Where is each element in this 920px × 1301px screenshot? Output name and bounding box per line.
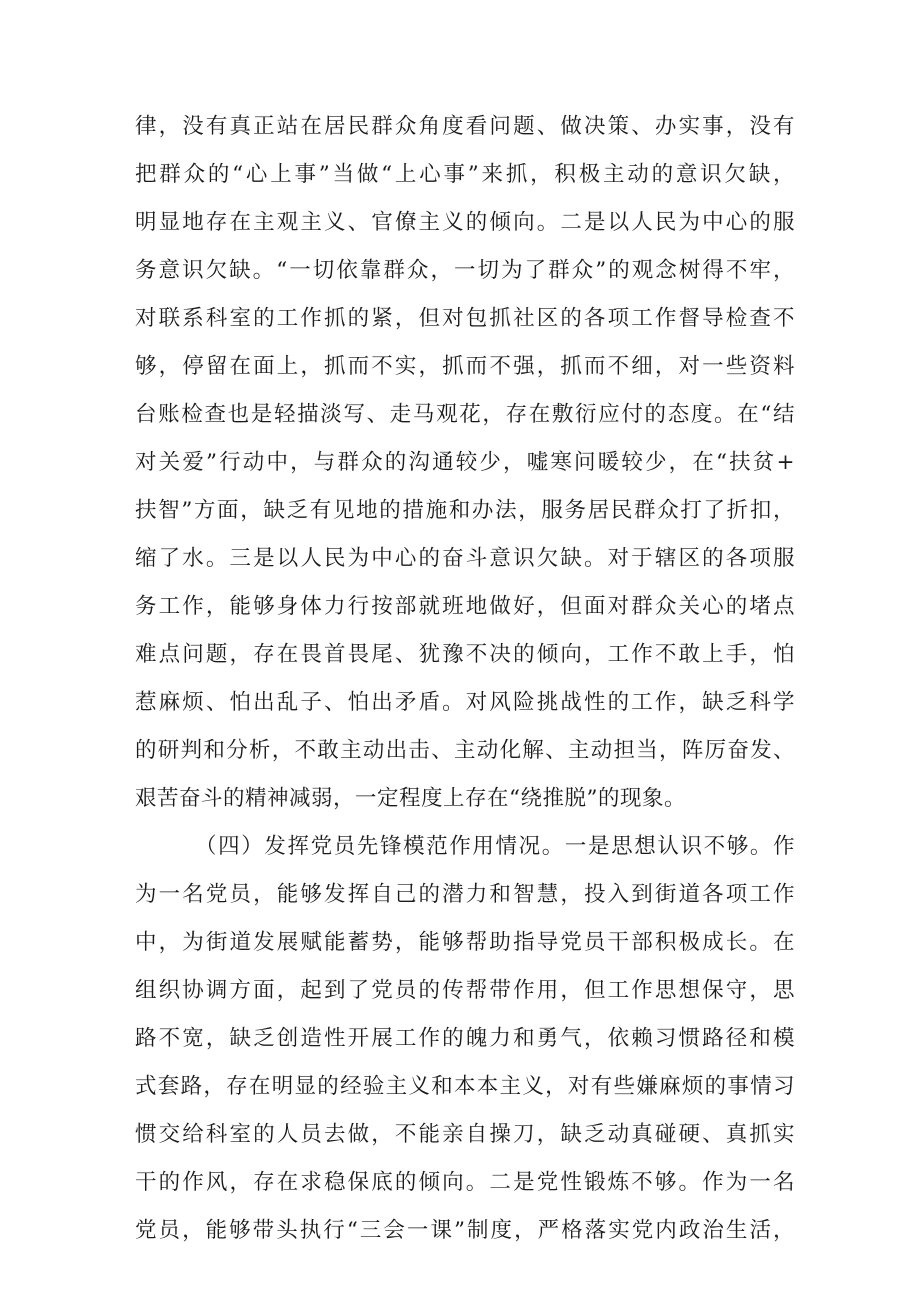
text-line-13: 惹麻烦、怕出乱子、怕出矛盾。对风险挑战性的工作，缺乏科学 bbox=[135, 690, 795, 715]
text-line-18: 中，为街道发展赋能蓄势，能够帮助指导党员干部积极成长。在 bbox=[135, 930, 795, 955]
text-line-10: 缩了水。三是以人民为中心的奋斗意识欠缺。对于辖区的各项服 bbox=[135, 546, 795, 571]
section-heading-line: （四）发挥党员先锋模范作用情况。一是思想认识不够。作 bbox=[195, 834, 795, 859]
text-line-14: 的研判和分析，不敢主动出击、主动化解、主动担当，阵厉奋发、 bbox=[135, 738, 795, 763]
text-line-4: 务意识欠缺。“一切依靠群众，一切为了群众”的观念树得不牢， bbox=[135, 258, 795, 283]
text-line-6: 够，停留在面上，抓而不实，抓而不强，抓而不细，对一些资料 bbox=[135, 354, 795, 379]
text-line-15: 艰苦奋斗的精神减弱，一定程度上存在“绕推脱”的现象。 bbox=[135, 786, 686, 811]
text-line-1: 律，没有真正站在居民群众角度看问题、做决策、办实事，没有 bbox=[135, 114, 795, 139]
text-line-21: 式套路，存在明显的经验主义和本本主义，对有些嫌麻烦的事情习 bbox=[135, 1074, 795, 1099]
text-line-22: 惯交给科室的人员去做，不能亲自操刀，缺乏动真碰硬、真抓实 bbox=[135, 1122, 795, 1147]
text-line-19: 组织协调方面，起到了党员的传帮带作用，但工作思想保守，思 bbox=[135, 978, 795, 1003]
text-line-11: 务工作，能够身体力行按部就班地做好，但面对群众关心的堵点 bbox=[135, 594, 795, 619]
text-line-24: 党员，能够带头执行“三会一课”制度，严格落实党内政治生活， bbox=[135, 1218, 795, 1243]
text-line-23: 干的作风，存在求稳保底的倾向。二是党性锻炼不够。作为一名 bbox=[135, 1170, 795, 1195]
text-line-8: 对关爱”行动中，与群众的沟通较少，嘘寒问暖较少，在“扶贫+ bbox=[135, 450, 795, 475]
text-line-3: 明显地存在主观主义、官僚主义的倾向。二是以人民为中心的服 bbox=[135, 210, 795, 235]
text-line-9: 扶智”方面，缺乏有见地的措施和办法，服务居民群众打了折扣， bbox=[135, 498, 795, 523]
text-line-5: 对联系科室的工作抓的紧，但对包抓社区的各项工作督导检查不 bbox=[135, 306, 795, 331]
text-line-12: 难点问题，存在畏首畏尾、犹豫不决的倾向，工作不敢上手，怕 bbox=[135, 642, 795, 667]
text-line-7: 台账检查也是轻描淡写、走马观花，存在敷衍应付的态度。在“结 bbox=[135, 402, 795, 427]
text-line-17: 为一名党员，能够发挥自己的潜力和智慧，投入到街道各项工作 bbox=[135, 882, 795, 907]
text-line-20: 路不宽，缺乏创造性开展工作的魄力和勇气，依赖习惯路径和模 bbox=[135, 1026, 795, 1051]
text-line-2: 把群众的“心上事”当做“上心事”来抓，积极主动的意识欠缺， bbox=[135, 162, 795, 187]
